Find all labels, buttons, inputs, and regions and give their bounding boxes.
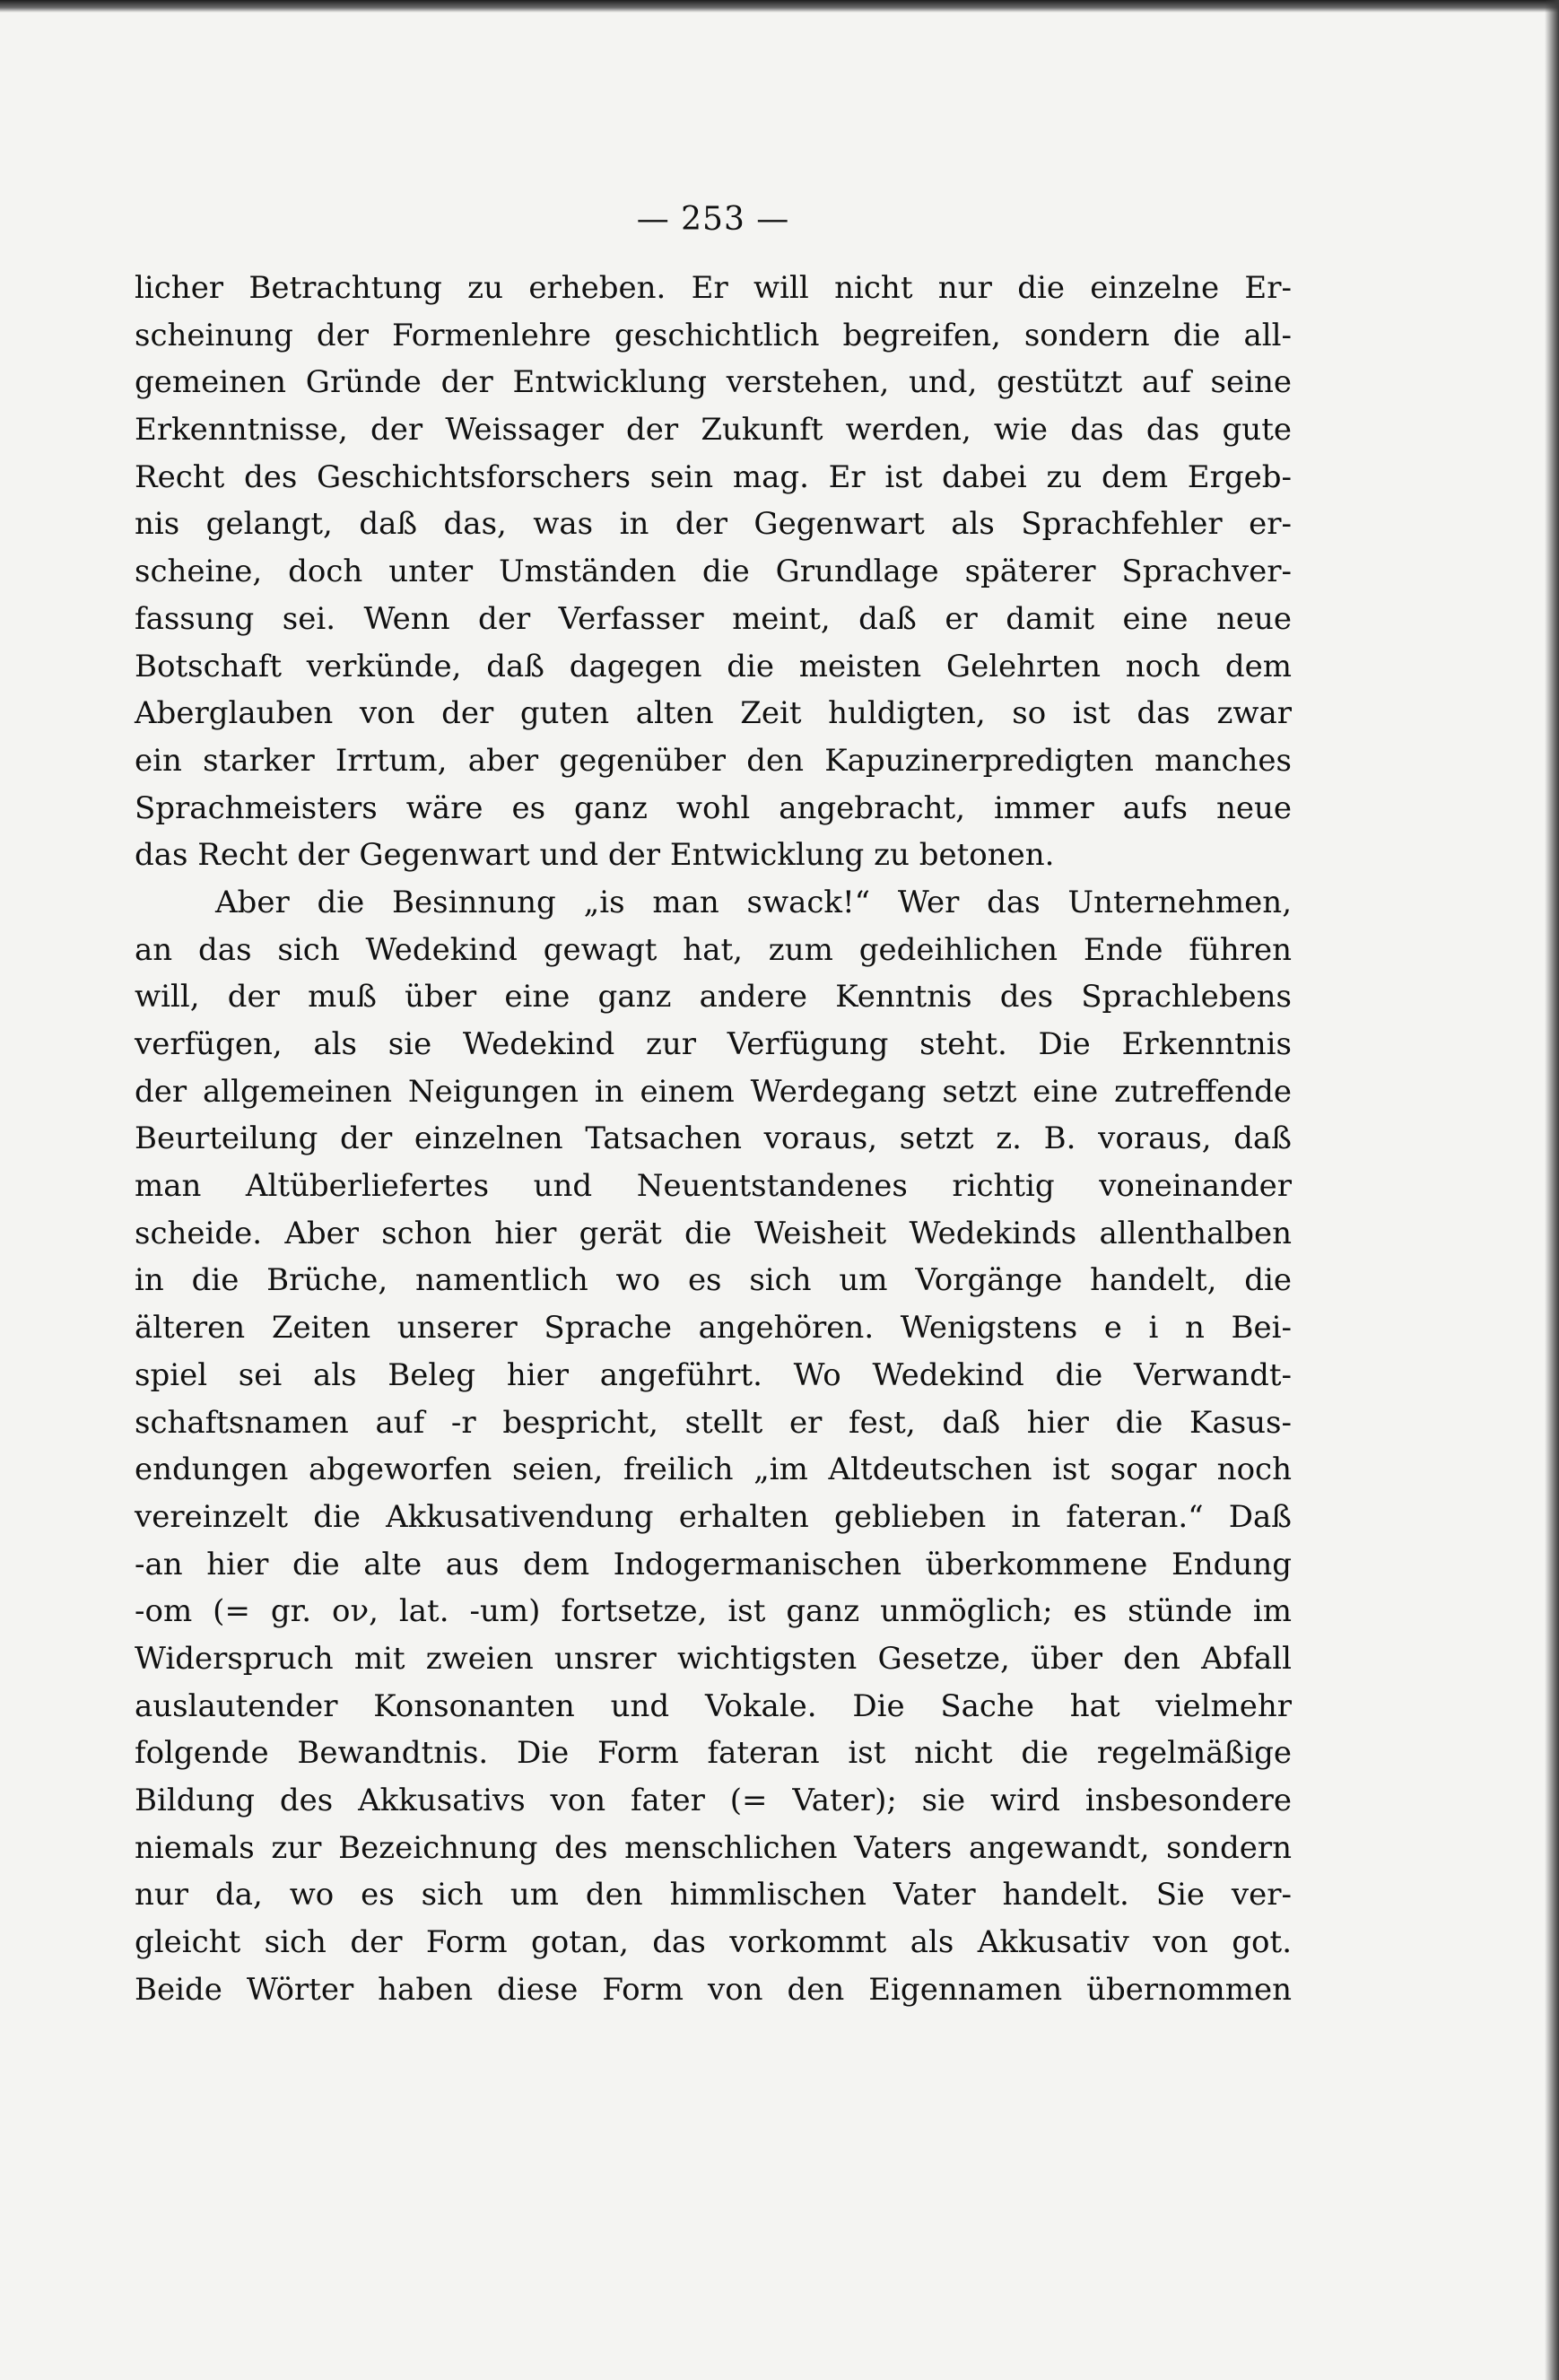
text-line: fassung sei. Wenn der Verfasser meint, daß er damit eine neue <box>135 600 1292 637</box>
book-page <box>135 193 1292 2013</box>
text-line: nis gelangt, daß das, was in der Gegenwart als Sprachfehler er- <box>135 506 1292 543</box>
text-line: -an hier die alte aus dem Indogermanischen überkommene Endung <box>135 1546 1292 1582</box>
body-text <box>135 265 1292 2013</box>
text-line: niemals zur Bezeichnung des menschlichen Vaters angewandt, sondern <box>135 1829 1292 1866</box>
text-line: der allgemeinen Neigungen in einem Werdegang setzt eine zutreffende <box>135 1073 1292 1110</box>
text-line: Aberglauben von der guten alten Zeit huldigten, so ist das zwar <box>135 695 1292 732</box>
text-line: auslautender Konsonanten und Vokale. Die Sache hat vielmehr <box>135 1687 1292 1724</box>
text-line: schaftsnamen auf -r bespricht, stellt er fest, daß hier die Kasus- <box>135 1404 1292 1441</box>
page-number: — 253 — <box>636 201 790 238</box>
text-line: will, der muß über eine ganz andere Kenntnis des Sprachlebens <box>135 979 1292 1016</box>
text-line: endungen abgeworfen seien, freilich „im Altdeutschen ist sogar noch <box>135 1452 1292 1488</box>
text-line: scheinung der Formenlehre geschichtlich begreifen, sondern die all- <box>135 317 1292 353</box>
text-line: Beurteilung der einzelnen Tatsachen voraus, setzt z. B. voraus, daß <box>135 1120 1292 1157</box>
text-line: folgende Bewandtnis. Die Form fateran ist nicht die regelmäßige <box>135 1735 1292 1772</box>
text-line: älteren Zeiten unserer Sprache angehören. Wenigstens e i n Bei- <box>135 1310 1292 1347</box>
text-line: in die Brüche, namentlich wo es sich um Vorgänge handelt, die <box>135 1262 1292 1299</box>
text-line: scheide. Aber schon hier gerät die Weisheit Wedekinds allenthalben <box>135 1215 1292 1251</box>
scan-edge-shadow-right <box>1545 0 1559 2380</box>
text-line: Widerspruch mit zweien unsrer wichtigsten Gesetze, über den Abfall <box>135 1640 1292 1677</box>
text-line: an das sich Wedekind gewagt hat, zum gedeihlichen Ende führen <box>135 931 1292 968</box>
scan-edge-shadow-top <box>0 0 1559 13</box>
text-line: man Altüberliefertes und Neuentstandenes richtig voneinander <box>135 1168 1292 1205</box>
text-line: vereinzelt die Akkusativendung erhalten geblieben in fateran.“ Daß <box>135 1498 1292 1535</box>
text-line: gleicht sich der Form gotan, das vorkommt als Akkusativ von got. <box>135 1924 1292 1961</box>
text-line: nur da, wo es sich um den himmlischen Vater handelt. Sie ver- <box>135 1877 1292 1914</box>
text-line: Aber die Besinnung „is man swack!“ Wer das Unternehmen, <box>215 884 1292 920</box>
text-line: Sprachmeisters wäre es ganz wohl angebracht, immer aufs neue <box>135 789 1292 826</box>
text-line: -om (= gr. ον, lat. -um) fortsetze, ist ganz unmöglich; es stünde im <box>135 1593 1292 1630</box>
text-line: Recht des Geschichtsforschers sein mag. Er ist dabei zu dem Ergeb- <box>135 458 1292 495</box>
text-line: Beide Wörter haben diese Form von den Eigennamen übernommen <box>135 1971 1292 2008</box>
text-line: das Recht der Gegenwart und der Entwicklung zu betonen. <box>135 837 1055 874</box>
text-line: licher Betrachtung zu erheben. Er will nicht nur die einzelne Er- <box>135 270 1292 306</box>
text-line: verfügen, als sie Wedekind zur Verfügung steht. Die Erkenntnis <box>135 1026 1292 1062</box>
text-line: scheine, doch unter Umständen die Grundlage späterer Sprachver- <box>135 554 1292 590</box>
text-line: Bildung des Akkusativs von fater (= Vater); sie wird insbesondere <box>135 1783 1292 1818</box>
text-line: Erkenntnisse, der Weissager der Zukunft werden, wie das das gute <box>135 412 1292 449</box>
text-line: ein starker Irrtum, aber gegenüber den Kapuzinerpredigten manches <box>135 742 1292 779</box>
text-line: Botschaft verkünde, daß dagegen die meisten Gelehrten noch dem <box>135 648 1292 684</box>
text-line: gemeinen Gründe der Entwicklung verstehen, und, gestützt auf seine <box>135 364 1292 401</box>
text-line: spiel sei als Beleg hier angeführt. Wo Wedekind die Verwandt- <box>135 1356 1292 1393</box>
